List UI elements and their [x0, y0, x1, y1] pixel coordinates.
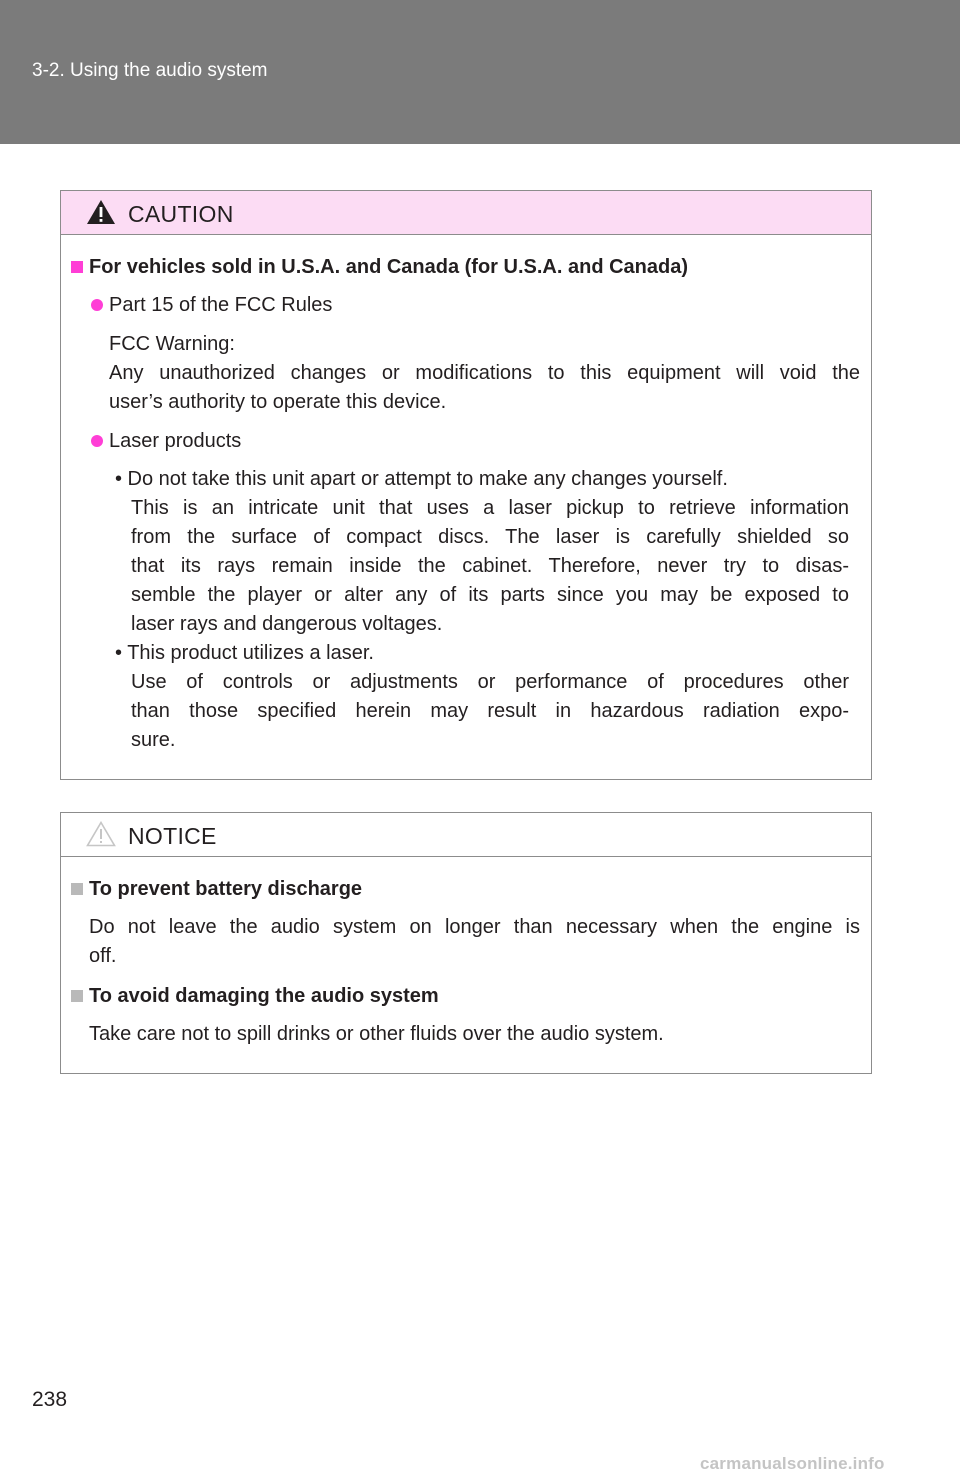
notice-body-line: Take care not to spill drinks or other fluids over the audio system. — [89, 1023, 664, 1045]
laser-sub-line: from the surface of compact discs. The laser is carefully shielded so — [131, 526, 849, 548]
laser-sub-line: laser rays and dangerous voltages. — [131, 613, 443, 635]
laser-sub-line: that its rays remain inside the cabinet. Therefore, never try to disas- — [131, 555, 849, 577]
laser-sub-line: semble the player or alter any of its parts since you may be exposed to — [131, 584, 849, 606]
notice-box — [60, 812, 872, 1074]
notice-warning-icon — [86, 821, 116, 847]
notice-heading: To prevent battery discharge — [89, 878, 363, 900]
laser-sub-line: Use of controls or adjustments or performance of procedures other — [131, 671, 849, 693]
round-bullet-icon — [91, 299, 103, 311]
laser-sub-line: • Do not take this unit apart or attempt to make any changes yourself. — [115, 468, 728, 490]
notice-header — [61, 813, 871, 857]
square-bullet-icon — [71, 990, 83, 1002]
square-bullet-icon — [71, 261, 83, 273]
section-title: 3-2. Using the audio system — [32, 60, 268, 81]
laser-sub-line: than those specified herein may result in hazardous radiation expo- — [131, 700, 849, 722]
header-band — [0, 0, 960, 144]
caution-bullet-fcc-rules: Part 15 of the FCC Rules — [109, 294, 333, 316]
laser-sub-line: • This product utilizes a laser. — [115, 642, 374, 664]
square-bullet-icon — [71, 883, 83, 895]
laser-sub-line: This is an intricate unit that uses a laser pickup to retrieve information — [131, 497, 849, 519]
notice-heading: To avoid damaging the audio system — [89, 985, 439, 1007]
notice-body-line: Do not leave the audio system on longer than necessary when the engine is — [89, 916, 860, 938]
caution-header — [61, 191, 871, 235]
notice-body-line: off. — [89, 945, 117, 967]
laser-sub-line: sure. — [131, 729, 176, 751]
caution-box — [60, 190, 872, 780]
page-number: 238 — [32, 1388, 68, 1411]
caution-bullet-laser: Laser products — [109, 430, 242, 452]
round-bullet-icon — [91, 435, 103, 447]
fcc-line: user’s authority to operate this device. — [109, 391, 447, 413]
notice-title: NOTICE — [128, 823, 217, 849]
watermark: carmanualsonline.info — [700, 1454, 885, 1473]
fcc-line: Any unauthorized changes or modifications to this equipment will void the — [109, 362, 860, 384]
fcc-line: FCC Warning: — [109, 333, 235, 355]
caution-heading: For vehicles sold in U.S.A. and Canada (for U.S.A. and Canada) — [89, 256, 688, 278]
warning-icon — [86, 199, 116, 225]
caution-title: CAUTION — [128, 201, 234, 227]
